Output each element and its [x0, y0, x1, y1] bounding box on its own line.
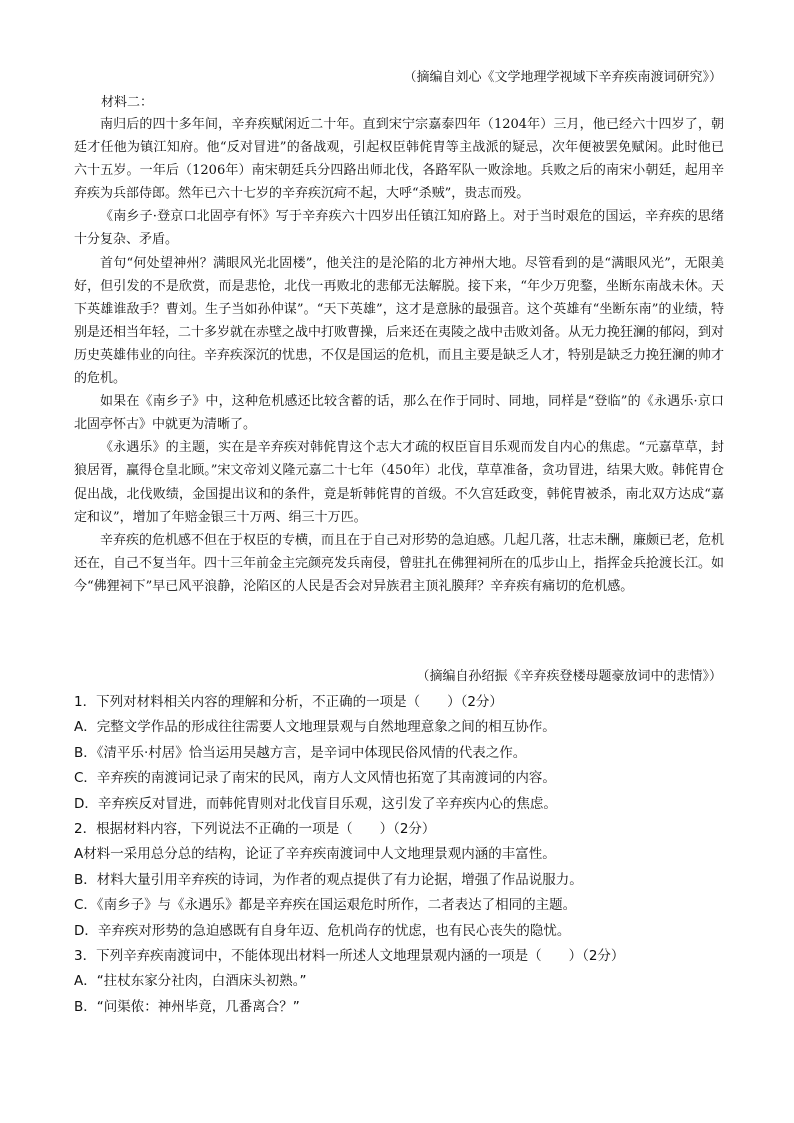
question-1-option-a: A．完整文学作品的形成往往需要人文地理景观与自然地理意象之间的相互协作。: [74, 719, 556, 736]
question-1-option-c: C．辛弃疾的南渡词记录了南宋的民风，南方人文风情也拓宽了其南渡词的内容。: [74, 770, 556, 787]
question-3-option-b: B．“问渠侬：神州毕竟，几番离合？”: [74, 998, 300, 1015]
paragraph: 《南乡子·登京口北固亭有怀》写于辛弃疾六十四岁出任镇江知府路上。对于当时艰危的国运，辛弃疾的思绪十分复杂、矛盾。: [74, 209, 724, 248]
paragraph: 南归后的四十多年间，辛弃疾赋闲近二十年。直到宋宁宗嘉泰四年（1204年）三月，他已经六十四岁了，朝廷才任他为镇江知府。他“反对冒进”的备战观，引起权臣韩侂胄等主战派的疑忌，次年便被罢免赋闲。此时他已六十五岁。一年后（1206年）南宋朝廷兵分四路出师北伐，各路军队一败涂地。兵败之后的南宋小朝廷，起用辛弃疾为兵部侍郎。然年已六十七岁的辛弃疾沉疴不起，大呼“杀贼”，贵志而殁。: [74, 117, 724, 202]
question-2-option-b: B．材料大量引用辛弃疾的诗词，为作者的观点提供了有力论据，增强了作品说服力。: [74, 871, 583, 888]
paragraph: 首句“何处望神州？满眼风光北固楼”，他关注的是沦陷的北方神州大地。尽管看到的是“满眼风光”，无限美好，但引发的不是欣赏，而是悲怆，北伐一再败北的悲郁无法解脱。接下来，“年少万兜鍪，坐断东南战未休。天下英雄谁敌手？曹刘。生子当如孙仲谋”。“天下英雄”，这才是意脉的最强音。这个英雄有“坐断东南”的业绩，特别是还相当年轻，二十多岁就在赤壁之战中打败曹操，后来还在夷陵之战中击败刘备。从无力挽狂澜的郁闷，到对历史英雄伟业的向往。辛弃疾深沉的忧患，不仅是国运的危机，而且主要是缺乏人才，特别是缺乏力挽狂澜的帅才的危机。: [74, 255, 725, 387]
material-heading: 材料二：: [101, 95, 154, 110]
question-2-option-c: C．《南乡子》与《永遇乐》都是辛弃疾在国运艰危时所作，二者表达了相同的主题。: [74, 897, 577, 914]
question-1-option-b: B．《清平乐·村居》恰当运用吴越方言，是辛词中体现民俗风情的代表之作。: [74, 744, 527, 761]
source-citation-top: （摘编自刘心《文学地理学视域下辛弃疾南渡词研究》）: [403, 70, 722, 85]
source-citation-bottom: （摘编自孙绍振《辛弃疾登楼母题豪放词中的悲情》）: [416, 669, 722, 684]
paragraph: 《永遇乐》的主题，实在是辛弃疾对韩侂胄这个志大才疏的权臣盲目乐观而发自内心的焦虑。“元嘉草草，封狼居胥，赢得仓皇北顾。”宋文帝刘义隆元嘉二十七年（450年）北伐，草草准备，贪功冒进，结果大败。韩侂胄仓促出战，北伐败绩，金国提出议和的条件，竟是斩韩侂胄的首级。不久宫廷政变，韩侂胄被杀，南北双方达成“嘉定和议”，增加了年赔金银三十万两、绢三十万匹。: [74, 440, 724, 525]
question-1-stem: 1．下列对材料相关内容的理解和分析，不正确的一项是（ ）（2分）: [74, 694, 503, 710]
question-3-option-a: A．“拄杖东家分社肉，白酒床头初熟。”: [74, 973, 307, 990]
question-2-option-d: D．辛弃疾对形势的急迫感既有自身年迈、危机尚存的忧虑，也有民心丧失的隐忧。: [74, 922, 571, 939]
material-body: [74, 113, 724, 598]
question-2-option-a: A材料一采用总分总的结构，论证了辛弃疾南渡词中人文地理景观内涵的丰富性。: [74, 846, 556, 863]
question-section: [74, 690, 734, 1020]
paragraph: 辛弃疾的危机感不但在于权臣的专横，而且在于自己对形势的急迫感。几起几落，壮志未酬，廉颇已老，危机还在，自己不复当年。四十三年前金主完颜亮发兵南侵，曾驻扎在佛狸祠所在的瓜步山上，指挥金兵抢渡长江。如今“佛狸祠下”早已风平浪静，沦陷区的人民是否会对异族君主顶礼膜拜？辛弃疾有痛切的危机感。: [74, 532, 725, 594]
question-1-option-d: D．辛弃疾反对冒进，而韩侂胄则对北伐盲目乐观，这引发了辛弃疾内心的焦虑。: [74, 795, 557, 812]
question-2-stem: 2．根据材料内容，下列说法不正确的一项是（ ）（2分）: [74, 821, 436, 838]
question-3-stem: 3．下列辛弃疾南渡词中，不能体现出材料一所述人文地理景观内涵的一项是（ ）（2分）: [74, 948, 625, 965]
paragraph: 如果在《南乡子》中，这种危机感还比较含蓄的话，那么在作于同时、同地，同样是“登临”的《永遇乐·京口北固亭怀古》中就更为清晰了。: [74, 394, 724, 433]
